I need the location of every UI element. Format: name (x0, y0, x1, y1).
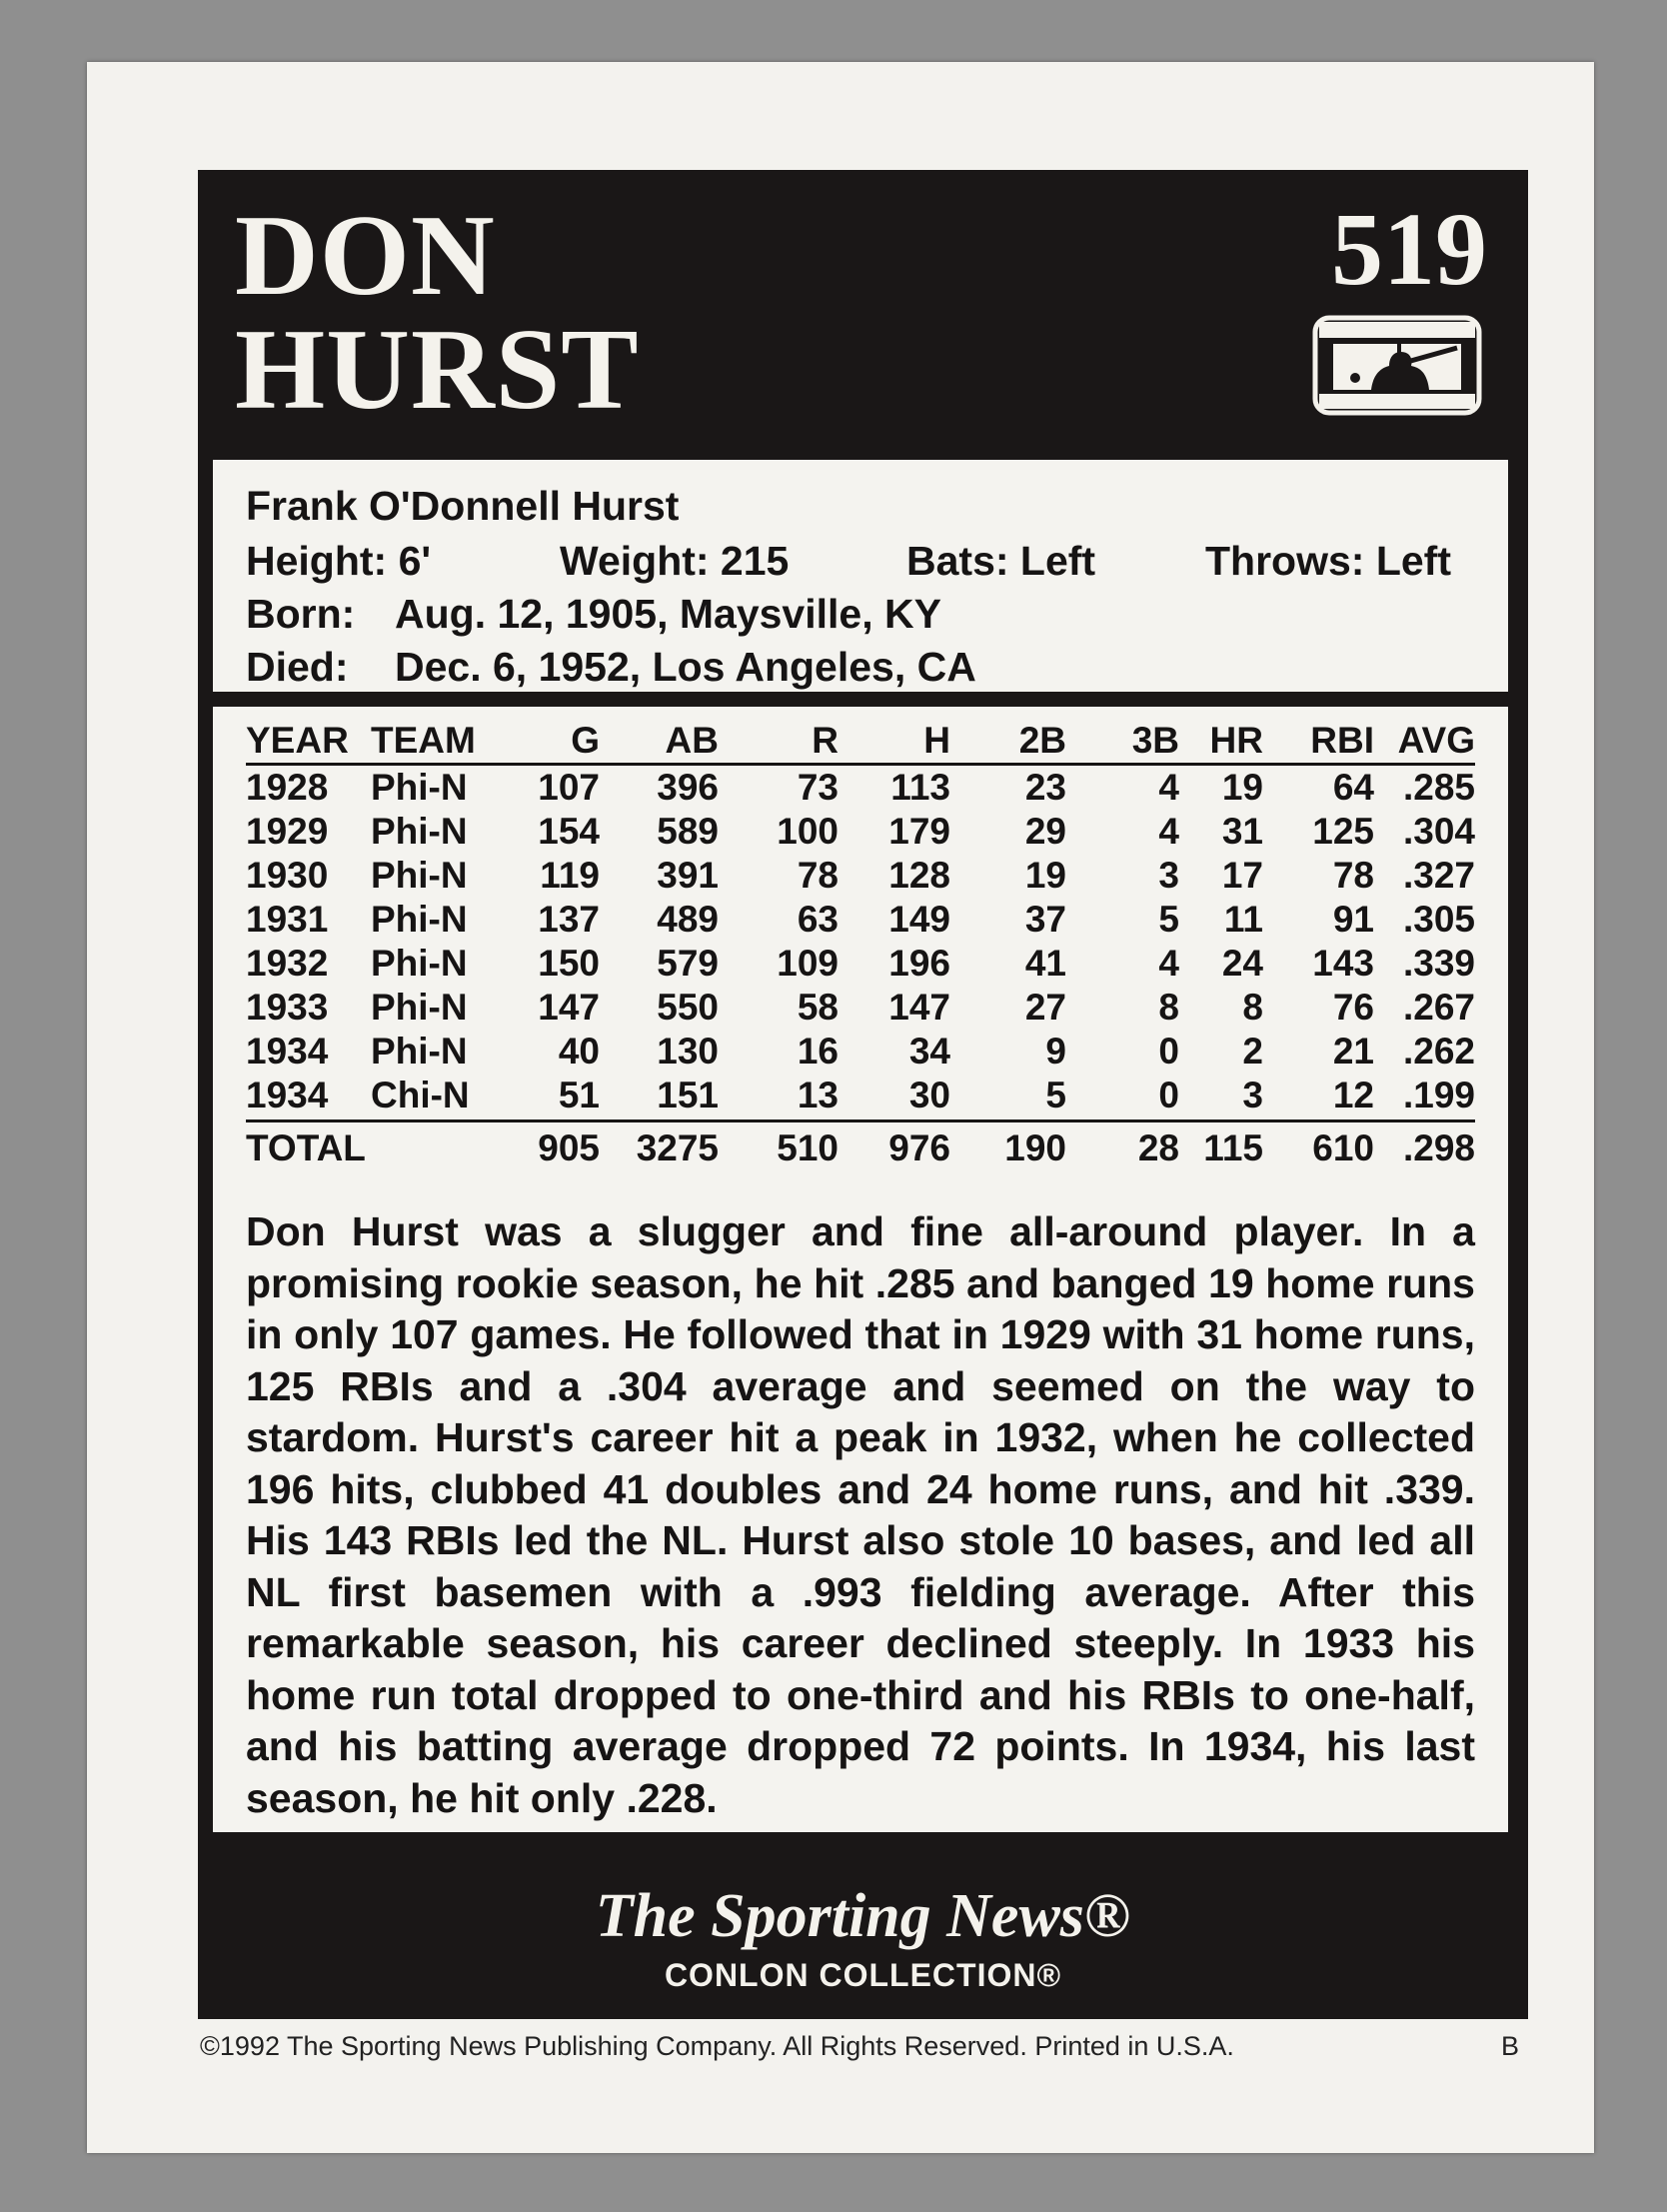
cell-rbi: 21 (1332, 1031, 1374, 1072)
stats-row (246, 854, 1475, 898)
cell-hr: 17 (1221, 855, 1263, 896)
cell-rbi: 76 (1332, 987, 1374, 1028)
cell-avg: .267 (1402, 987, 1475, 1028)
cell-team: Phi-N (371, 811, 468, 852)
cell-h: 30 (908, 1075, 950, 1115)
died-label: Died: (246, 644, 349, 690)
cell-avg: .304 (1402, 811, 1475, 852)
stats-row (246, 986, 1475, 1030)
cell-3b: 4 (1158, 767, 1179, 808)
stats-row (246, 1030, 1475, 1074)
cell-h: 149 (888, 899, 950, 940)
cell-year: 1933 (246, 987, 329, 1028)
cell-h: 113 (890, 767, 950, 808)
cell-year: 1932 (246, 943, 329, 984)
cell-year: 1929 (246, 811, 329, 852)
cell-2b: 19 (1024, 855, 1066, 896)
card-dark-panel (198, 170, 1528, 2019)
cell-hr: 19 (1221, 767, 1263, 808)
cell-ab: 130 (657, 1031, 719, 1072)
cell-team: Phi-N (371, 943, 468, 984)
born-label: Born: (246, 591, 356, 637)
total-3b: 28 (1137, 1127, 1179, 1168)
stats-row (246, 942, 1475, 986)
cell-r: 58 (797, 987, 838, 1028)
cell-ab: 589 (657, 811, 719, 852)
total-ab: 3275 (636, 1127, 719, 1168)
cell-avg: .339 (1402, 943, 1475, 984)
cell-year: 1934 (246, 1075, 329, 1115)
player-first-name: DON (235, 192, 496, 320)
cell-2b: 29 (1024, 811, 1066, 852)
weight: Weight: 215 (560, 538, 790, 584)
card-header (198, 170, 1528, 460)
cell-rbi: 91 (1332, 899, 1374, 940)
header-2b: 2B (1018, 720, 1066, 761)
total-g: 905 (538, 1127, 600, 1168)
career-stats-table (246, 719, 1475, 1174)
cell-avg: .285 (1402, 767, 1475, 808)
total-hr: 115 (1203, 1127, 1263, 1168)
header-rbi: RBI (1310, 720, 1374, 761)
card-series-letter: B (1501, 2031, 1520, 2061)
cell-ab: 550 (657, 987, 719, 1028)
bio-box (213, 460, 1508, 692)
total-2b: 190 (1004, 1127, 1066, 1168)
cell-hr: 3 (1242, 1075, 1263, 1115)
mlb-logo-icon (1311, 314, 1483, 417)
cell-avg: .327 (1402, 855, 1475, 896)
throws: Throws: Left (1205, 538, 1451, 584)
cell-g: 51 (558, 1075, 600, 1115)
cell-hr: 2 (1242, 1031, 1263, 1072)
baseball-card-back (87, 62, 1594, 2153)
cell-h: 179 (888, 811, 950, 852)
cell-year: 1934 (246, 1031, 329, 1072)
cell-3b: 5 (1158, 899, 1179, 940)
cell-hr: 11 (1223, 899, 1263, 940)
copyright-text: ©1992 The Sporting News Publishing Company. All Rights Reserved. Printed in U.S.A. (200, 2031, 1234, 2061)
cell-g: 147 (538, 987, 600, 1028)
total-h: 976 (888, 1127, 950, 1168)
cell-team: Phi-N (371, 767, 468, 808)
cell-ab: 151 (657, 1075, 719, 1115)
cell-h: 196 (888, 943, 950, 984)
sporting-news-logo: The Sporting News® (595, 1882, 1131, 1950)
cell-r: 109 (777, 943, 838, 984)
height: Height: 6' (246, 538, 432, 584)
card-number: 519 (1331, 192, 1487, 307)
cell-g: 150 (538, 943, 600, 984)
header-ab: AB (665, 720, 719, 761)
cell-h: 128 (888, 855, 950, 896)
stats-total-row (246, 1121, 1475, 1175)
cell-r: 100 (777, 811, 838, 852)
cell-g: 107 (538, 767, 600, 808)
stats-row (246, 810, 1475, 854)
cell-h: 34 (908, 1031, 950, 1072)
cell-g: 119 (540, 855, 600, 896)
header-r: R (812, 720, 838, 761)
cell-hr: 8 (1242, 987, 1263, 1028)
cell-g: 154 (538, 811, 600, 852)
cell-hr: 24 (1221, 943, 1263, 984)
stats-row (246, 1074, 1475, 1121)
total-avg: .298 (1402, 1127, 1475, 1168)
cell-ab: 489 (657, 899, 719, 940)
cell-team: Phi-N (371, 855, 468, 896)
cell-g: 137 (538, 899, 600, 940)
cell-ab: 579 (657, 943, 719, 984)
cell-3b: 4 (1158, 811, 1179, 852)
header-year: YEAR (246, 720, 349, 761)
cell-team: Chi-N (371, 1075, 470, 1115)
cell-r: 16 (797, 1031, 838, 1072)
header-h: H (923, 720, 950, 761)
cell-r: 73 (797, 767, 838, 808)
cell-avg: .305 (1402, 899, 1475, 940)
cell-h: 147 (888, 987, 950, 1028)
stats-box (213, 707, 1508, 1832)
cell-ab: 396 (657, 767, 719, 808)
header-g: G (571, 720, 600, 761)
cell-avg: .262 (1402, 1031, 1475, 1072)
cell-3b: 0 (1158, 1075, 1179, 1115)
cell-team: Phi-N (371, 899, 468, 940)
header-team: TEAM (371, 720, 476, 761)
cell-2b: 27 (1024, 987, 1066, 1028)
cell-r: 63 (797, 899, 838, 940)
cell-2b: 37 (1024, 899, 1066, 940)
cell-2b: 23 (1024, 767, 1066, 808)
cell-rbi: 143 (1312, 943, 1374, 984)
header-3b: 3B (1131, 720, 1179, 761)
full-name: Frank O'Donnell Hurst (246, 483, 680, 529)
stats-body (246, 765, 1475, 1121)
cell-rbi: 125 (1312, 811, 1374, 852)
stats-header-row (246, 719, 1475, 765)
cell-year: 1931 (246, 899, 329, 940)
header-avg: AVG (1397, 720, 1475, 761)
cell-r: 13 (797, 1075, 838, 1115)
cell-hr: 31 (1221, 811, 1263, 852)
cell-3b: 8 (1158, 987, 1179, 1028)
cell-r: 78 (797, 855, 838, 896)
cell-3b: 3 (1158, 855, 1179, 896)
cell-3b: 0 (1158, 1031, 1179, 1072)
cell-year: 1930 (246, 855, 329, 896)
died-value: Dec. 6, 1952, Los Angeles, CA (395, 644, 976, 690)
conlon-collection-label: CONLON COLLECTION® (664, 1957, 1062, 1993)
cell-rbi: 78 (1332, 855, 1374, 896)
born-value: Aug. 12, 1905, Maysville, KY (395, 591, 941, 637)
cell-2b: 5 (1045, 1075, 1066, 1115)
total-label: TOTAL (246, 1127, 366, 1168)
cell-ab: 391 (657, 855, 719, 896)
cell-avg: .199 (1402, 1075, 1475, 1115)
cell-rbi: 12 (1332, 1075, 1374, 1115)
cell-g: 40 (558, 1031, 600, 1072)
header-hr: HR (1209, 720, 1263, 761)
cell-2b: 9 (1045, 1031, 1066, 1072)
cell-rbi: 64 (1332, 767, 1374, 808)
player-last-name: HURST (235, 306, 640, 434)
stats-row (246, 898, 1475, 942)
cell-year: 1928 (246, 767, 329, 808)
cell-team: Phi-N (371, 987, 468, 1028)
bats: Bats: Left (906, 538, 1096, 584)
cell-3b: 4 (1158, 943, 1179, 984)
cell-team: Phi-N (371, 1031, 468, 1072)
career-summary-paragraph: Don Hurst was a slugger and fine all-around player. In a promising rookie season, he hit .285 and banged 19 home runs in only 107 games. He followed that in 1929 with 31 home runs, 125 RBIs and a .304 average and seemed on the way to stardom. Hurst's career hit a peak in 1932, when he collected 196 hits, clubbed 41 doubles and 24 home runs, and hit .339. His 143 RBIs led the NL. Hurst also stole 10 bases, and led all NL first basemen with a .993 fielding average. After this remarkable season, his career declined steeply. In 1933 his home run total dropped to one-third and his RBIs to one-half, and his batting average dropped 72 points. In 1934, his last season, he hit only .228. (246, 1208, 1475, 1821)
total-rbi: 610 (1312, 1127, 1374, 1168)
cell-2b: 41 (1024, 943, 1066, 984)
stats-row (246, 765, 1475, 811)
total-r: 510 (777, 1127, 838, 1168)
